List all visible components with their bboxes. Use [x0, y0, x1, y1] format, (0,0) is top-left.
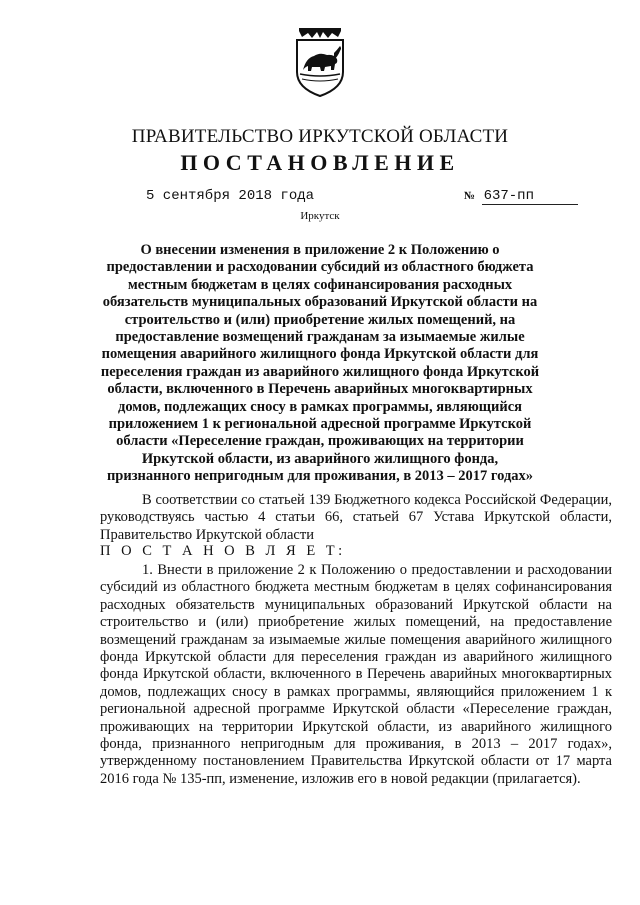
paragraph-1: 1. Внести в приложение 2 к Положению о предоставлении и расходовании субсидий из областного бюджета местным бюджетам в целях софинансирования расходных обязательств муниципальных образований Иркутской области на строительство и (или) приобретение жилых помещений, на предоставление возмещений гражданам за изымаемые жилые помещения аварийного жилищного фонда Иркутской области для переселения граждан из аварийного жилищного фонда Иркутской области, включенного в Перечень аварийных многоквартирных домов, подлежащих сносу в рамках программы, являющийся приложением 1 к региональной адресной программе Иркутской области «Переселение граждан, проживающих на территории Иркутской области, из аварийного жилищного фонда, признанного непригодным для проживания, в 2013 – 2017 годах», утвержденному постановлением Правительства Иркутской области от 17 марта 2016 года № 135-пп, изменение, изложив его в новой редакции (прилагается). [100, 562, 612, 787]
decree-type: ПОСТАНОВЛЕНИЕ [180, 150, 460, 175]
preamble-paragraph: В соответствии со статьей 139 Бюджетного кодекса Российской Федерации, руководствуясь частью 4 статьи 66, статьей 67 Устава Иркутской области, Правительство Иркутской области [100, 492, 612, 543]
decree-date: 5 сентября 2018 года [146, 188, 315, 204]
decree-number: 637-пп [482, 188, 578, 205]
resolves-heading: П О С Т А Н О В Л Я Е Т: [100, 543, 346, 559]
government-name: ПРАВИТЕЛЬСТВО ИРКУТСКОЙ ОБЛАСТИ [131, 126, 509, 147]
irkutsk-coat-of-arms-icon [290, 26, 350, 98]
decree-number-block [464, 188, 578, 205]
city-name: Иркутск [300, 210, 340, 222]
decree-title: О внесении изменения в приложение 2 к Положению о предоставлении и расходовании субсидий из областного бюджета местным бюджетам в целях софинансирования расходных обязательств муниципальных образований Иркутской области на строительство и (или) приобретение жилых помещений, на предоставление возмещений гражданам за изымаемые жилые помещения аварийного жилищного фонда Иркутской области для переселения граждан из аварийного жилищного фонда Иркутской области, включенного в Перечень аварийных многоквартирных домов, подлежащих сносу в рамках программы, являющийся приложением 1 к региональной адресной программе Иркутской области «Переселение граждан, проживающих на территории Иркутской области, из аварийного жилищного фонда, признанного непригодным для проживания, в 2013 – 2017 годах» [100, 242, 540, 485]
number-sign: № [464, 190, 476, 202]
